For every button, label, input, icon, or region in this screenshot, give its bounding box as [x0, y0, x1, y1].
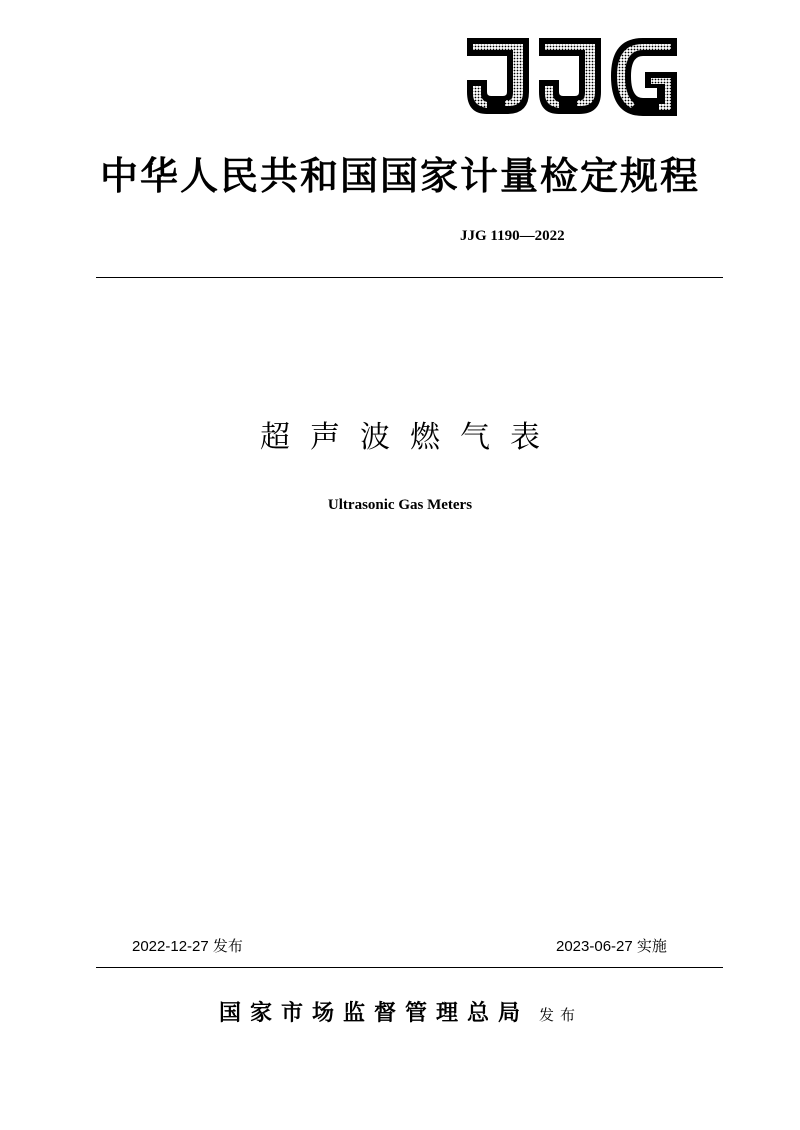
logo-letter-j1 [467, 38, 529, 114]
document-title-cn: 超声波燃气表 [260, 420, 560, 455]
issuer-suffix: 发布 [539, 1006, 582, 1024]
header-divider [96, 277, 723, 278]
document-title-en: Ultrasonic Gas Meters [327, 497, 473, 513]
logo-letter-g [611, 38, 677, 116]
footer-divider [96, 967, 723, 968]
regulation-series-title: 中华人民共和国国家计量检定规程 [99, 153, 700, 198]
jjg-logo [465, 36, 679, 118]
issue-date: 2022-12-27 发布 [132, 938, 243, 955]
document-code: JJG 1190—2022 [460, 228, 565, 244]
issuer [0, 996, 800, 1027]
issuer-name: 国家市场监督管理总局 [218, 1000, 529, 1026]
effective-date: 2023-06-27 实施 [556, 938, 667, 955]
logo-letter-j2 [539, 38, 601, 114]
